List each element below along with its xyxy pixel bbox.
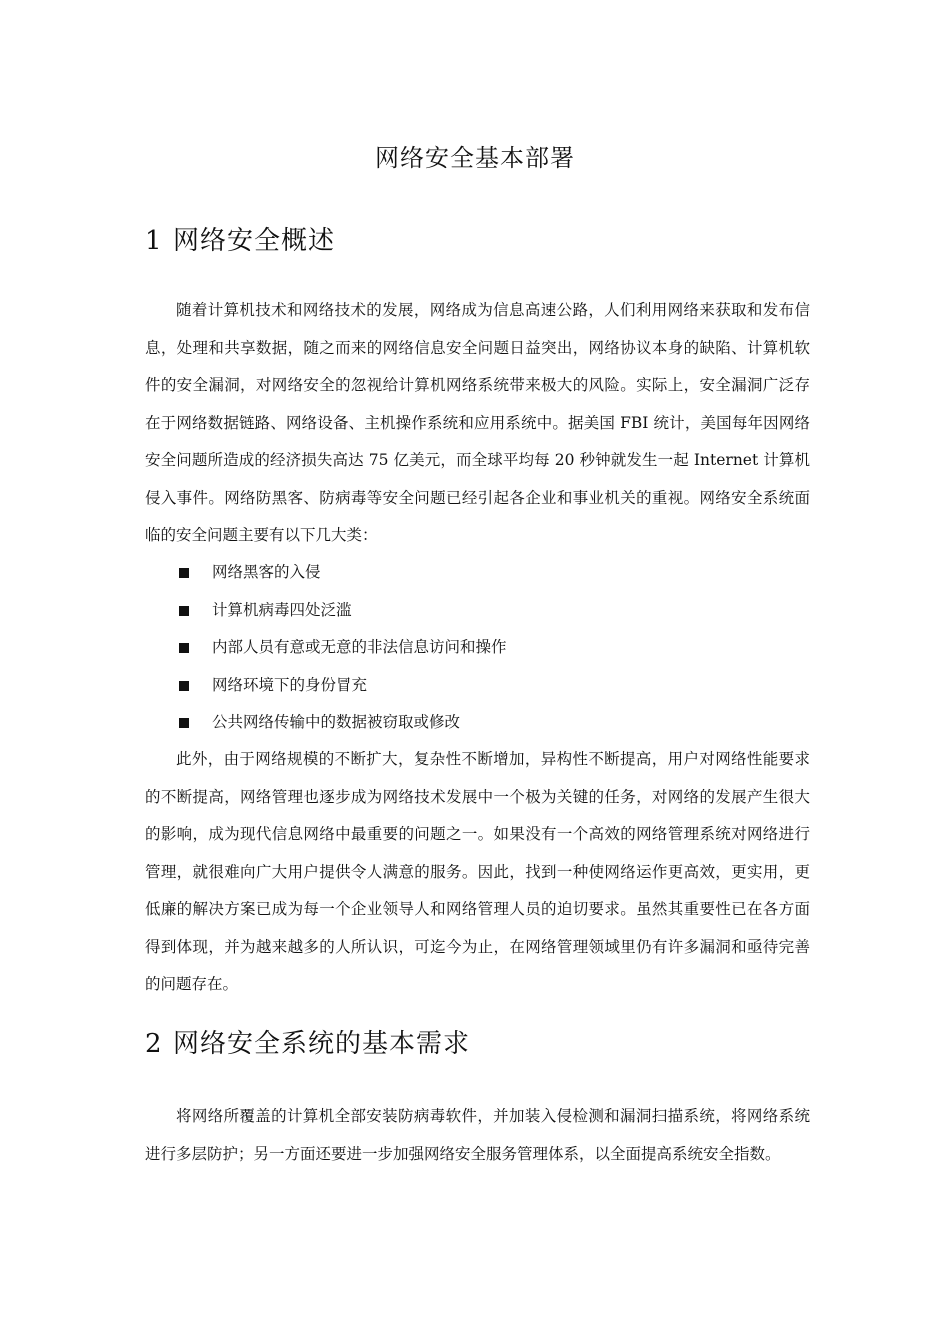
list-item-text: 网络黑客的入侵 xyxy=(212,563,321,581)
list-item xyxy=(145,629,810,667)
list-item xyxy=(145,592,810,630)
bullet-square-icon xyxy=(179,568,189,578)
bullet-square-icon xyxy=(179,606,189,616)
list-item-text: 内部人员有意或无意的非法信息访问和操作 xyxy=(212,638,507,656)
list-item-text: 计算机病毒四处泛滥 xyxy=(212,600,352,619)
section-2-paragraph-1: 将网络所覆盖的计算机全部安装防病毒软件，并加装入侵检测和漏洞扫描系统，将网络系统进行多层防护；另一方面还要进一步加强网络安全服务管理体系，以全面提高系统安全指数。 xyxy=(145,1107,810,1163)
section-2-number: 2 xyxy=(145,1029,163,1059)
list-item-text: 公共网络传输中的数据被窃取或修改 xyxy=(212,713,461,731)
section-1-number: 1 xyxy=(145,226,163,256)
list-item-text: 网络环境下的身份冒充 xyxy=(212,675,368,694)
section-1-paragraph-2: 此外，由于网络规模的不断扩大，复杂性不断增加，异构性不断提高，用户对网络性能要求的不断提高，网络管理也逐步成为网络技术发展中一个极为关键的任务，对网络的发展产生很大的影响，成为现代信息网络中最重要的问题之一。如果没有一个高效的网络管理系统对网络进行管理，就很难向广大用户提供令人满意的服务。因此，找到一种使网络运作更高效，更实用，更低廉的解决方案已成为每一个企业领导人和网络管理人员的迫切要求。虽然其重要性已在各方面得到体现，并为越来越多的人所认识，可迄今为止，在网络管理领域里仍有许多漏洞和亟待完善的问题存在。 xyxy=(145,750,810,993)
security-issues-list xyxy=(145,554,810,742)
bullet-square-icon xyxy=(179,718,189,728)
list-item xyxy=(145,667,810,705)
section-1-heading xyxy=(145,221,335,261)
bullet-square-icon xyxy=(179,681,189,691)
section-1-title: 网络安全概述 xyxy=(173,226,336,256)
list-item xyxy=(145,704,810,742)
document-title: 网络安全基本部署 xyxy=(375,144,575,172)
section-2-heading xyxy=(145,1024,470,1064)
section-2-title: 网络安全系统的基本需求 xyxy=(173,1029,471,1059)
list-item xyxy=(145,554,810,592)
bullet-square-icon xyxy=(179,643,189,653)
section-1-paragraph-1: 随着计算机技术和网络技术的发展，网络成为信息高速公路，人们利用网络来获取和发布信息，处理和共享数据，随之而来的网络信息安全问题日益突出，网络协议本身的缺陷、计算机软件的安全漏洞，对网络安全的忽视给计算机网络系统带来极大的风险。实际上，安全漏洞广泛存在于网络数据链路、网络设备、主机操作系统和应用系统中。据美国 FBI 统计，美国每年因网络安全问题所造成的经济损失高达 75 亿美元，而全球平均每 20 秒钟就发生一起 Internet 计算机侵入事件。网络防黑客、防病毒等安全问题已经引起各企业和事业机关的重视。网络安全系统面临的安全问题主要有以下几大类： xyxy=(145,301,810,544)
